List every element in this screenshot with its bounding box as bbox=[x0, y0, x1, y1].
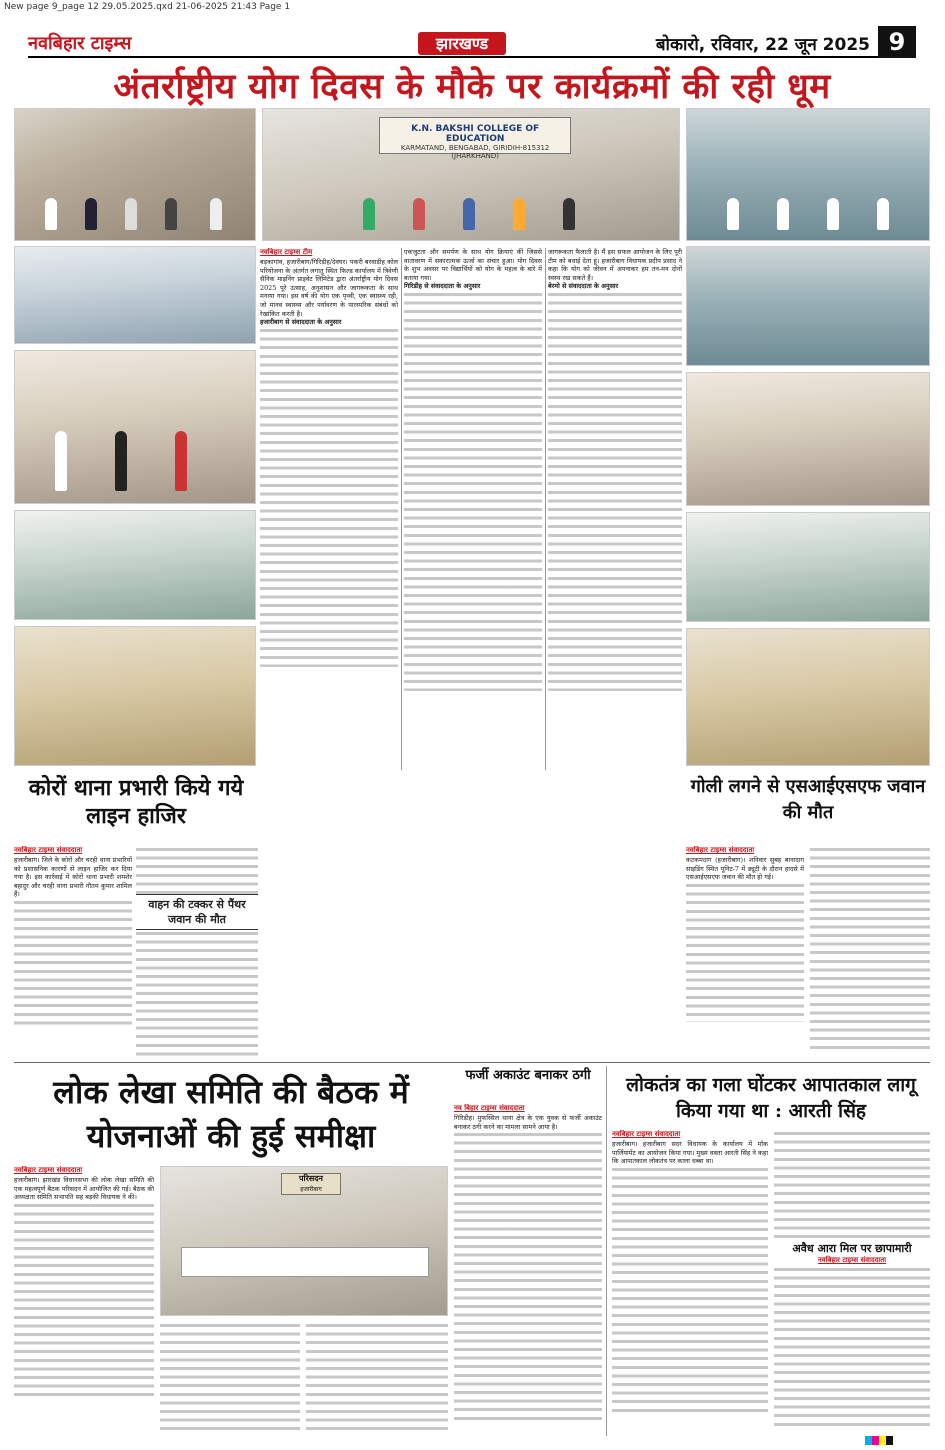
story-6-byline: नवबिहार टाइम्स संवाददाता bbox=[612, 1130, 681, 1138]
story-4-column-1 bbox=[14, 1166, 154, 1436]
story-6-lead: हजारीबाग। हजारीबाग सदर विधायक के कार्यालय में मॉक पार्लियामेंट का आयोजन किया गया। मुख्य वक्ता आरती सिंह ने कहा कि आपातकाल लोकतंत्र पर काला धब्बा था। bbox=[612, 1140, 768, 1166]
photo-yoga-auditorium bbox=[686, 372, 930, 506]
main-story-column-3 bbox=[548, 248, 682, 770]
story-6-sub-byline: नवबिहार टाइम्स संवाददाता bbox=[817, 1256, 887, 1264]
dateline: बोकारो, रविवार, 22 जून 2025 bbox=[655, 34, 870, 55]
newspaper-name: नवबिहार टाइम्स bbox=[28, 33, 132, 54]
story-2-headline: कोरों थाना प्रभारी किये गये लाइन हाजिर bbox=[28, 775, 244, 829]
color-swatch-black bbox=[886, 1436, 893, 1445]
story-6-subhead: अवैध आरा मिल पर छापामारी bbox=[792, 1242, 912, 1255]
section-label bbox=[308, 32, 616, 54]
story-2-lead: हजारीबाग। जिले के कोरों और चरही थाना प्रभारियों को प्रशासनिक कारणों से लाइन हाजिर कर दिया गया है। इस कार्रवाई में कोरों थाना प्रभारी शमशेर बहादुर और चरही थाना प्रभारी गौतम कुमार शामिल हैं। bbox=[14, 856, 132, 899]
photo-kn-bakshi-college bbox=[262, 108, 680, 241]
photo-yoga-mats-green bbox=[686, 512, 930, 622]
photo-yoga-mats-hall bbox=[14, 246, 256, 344]
main-byline: नवबिहार टाइम्स टीम bbox=[260, 248, 313, 256]
college-banner: K.N. BAKSHI COLLEGE OF EDUCATION KARMATAND, BENGABAD, GIRIDIH-815312 (JHARKHAND) bbox=[379, 117, 570, 154]
story-5-byline: नव बिहार टाइम्स संवाददाता bbox=[454, 1104, 525, 1112]
page-number: 9 bbox=[878, 26, 916, 58]
color-swatch-yellow bbox=[879, 1436, 886, 1445]
photo-committee-meeting bbox=[160, 1166, 448, 1316]
photo-yoga-indoor-hall bbox=[686, 108, 930, 241]
story-3-column-2 bbox=[810, 846, 930, 1056]
main-subhead-1: हजारीबाग से संवाददाता के अनुसार bbox=[260, 318, 342, 327]
main-text-2: एकजुटता और समर्पण के साथ योग क्रियाएं कीं जिससे वातावरण में सकारात्मक ऊर्जा का संचार हुआ। योग दिवस के शुभ अवसर पर विद्यार्थियों को योग के महत्व के बारे में बताया गया। bbox=[404, 248, 542, 282]
story-2-column-1 bbox=[14, 846, 132, 1056]
photo-yoga-students-field bbox=[686, 628, 930, 766]
photo-yoga-blue-hall bbox=[686, 246, 930, 366]
photo-team-group bbox=[14, 626, 256, 766]
story-3-byline: नवबिहार टाइम्स संवाददाता bbox=[686, 846, 755, 854]
main-story-column-1 bbox=[260, 248, 398, 770]
main-story-column-2 bbox=[404, 248, 542, 770]
main-headline: अंतर्राष्ट्रीय योग दिवस के मौके पर कार्यक्रमों की रही धूम bbox=[113, 66, 831, 107]
story-3-headline: गोली लगने से एसआईएसएफ जवान की मौत bbox=[690, 776, 926, 823]
color-swatch-cyan bbox=[865, 1436, 872, 1445]
story-5-headline: फर्जी अकाउंट बनाकर ठगी bbox=[465, 1068, 591, 1083]
color-swatch-magenta bbox=[872, 1436, 879, 1445]
print-slug: New page 9_page 12 29.05.2025.qxd 21-06-2025 21:43 Page 1 bbox=[4, 2, 291, 12]
parisadan-sign: परिसदन हजारीबाग bbox=[281, 1173, 341, 1195]
story-6-column-1 bbox=[612, 1130, 768, 1436]
story-3-lead: कटकमदाग (हजारीबाग)। शनिवार सुबह बानादाग साइडिंग स्थित यूनिट-7 में ड्यूटी के दौरान हादसे में एसआईएसएफ जवान की मौत हो गई। bbox=[686, 856, 804, 882]
story-4-headline: लोक लेखा समिति की बैठक में योजनाओं की हुई समीक्षा bbox=[53, 1073, 409, 1155]
main-text-3: जागरूकता फैलाती है। मैं इस सफल आयोजन के लिए पूरी टीम को बधाई देता हूं। हजारीबाग विधायक प्रदीप प्रसाद ने कहा कि योग को जीवन में अपनाकर हम तन-मन दोनों स्वस्थ रख सकते हैं। bbox=[548, 248, 682, 282]
main-subhead-3: बेरमो से संवाददाता के अनुसार bbox=[548, 282, 619, 291]
story-4-column-2 bbox=[160, 1322, 300, 1436]
story-4-column-3 bbox=[306, 1322, 448, 1436]
story-5-column bbox=[454, 1104, 602, 1436]
main-lead-text: बड़कागांव, हजारीबाग/गिरिडीह/देवघर। पकरी बरवाडीह कोल परियोजना के अंतर्गत लगातु स्थित फिल्ड कार्यालय में त्रिवेणी सैनिक माइनिंग प्राइवेट लिमिटेड द्वारा अंतर्राष्ट्रीय योग दिवस 2025 पूरे उत्साह, अनुशासन और जागरूकता के साथ मनाया गया। इस वर्ष की योग एक पृथ्वी, एक स्वास्थ्य रही, जो मानव स्वास्थ्य और पर्यावरण के पारस्परिक संबंधों को रेखांकित करती है। bbox=[260, 258, 398, 318]
story-2-byline: नवबिहार टाइम्स संवाददाता bbox=[14, 846, 83, 854]
main-subhead-2: गिरिडीह से संवाददाता के अनुसार bbox=[404, 282, 481, 291]
section-name: झारखण्ड bbox=[418, 32, 506, 55]
story-4-lead: हजारीबाग। झारखंड विधानसभा की लोक लेखा समिति की एक महत्वपूर्ण बैठक परिसदन में आयोजित की गई। बैठक की अध्यक्षता समिति सभापति सह बड़की विधायक ने की। bbox=[14, 1176, 154, 1202]
story-3-column-1 bbox=[686, 846, 804, 1056]
story-6-headline: लोकतंत्र का गला घोंटकर आपातकाल लागू किया गया था : आरती सिंह bbox=[626, 1074, 916, 1122]
story-5-lead: गिरिडीह। मुफस्सिल थाना क्षेत्र के एक युवक से फर्जी अकाउंट बनाकर ठगी करने का मामला सामने आया है। bbox=[454, 1114, 602, 1131]
photo-yoga-group-green bbox=[14, 510, 256, 620]
story-6-column-2 bbox=[774, 1130, 930, 1436]
story-2-column-2 bbox=[136, 846, 258, 1056]
print-color-bar bbox=[865, 1436, 893, 1445]
story-4-byline: नवबिहार टाइम्स संवाददाता bbox=[14, 1166, 83, 1174]
masthead bbox=[28, 30, 916, 58]
story-2-subhead: वाहन की टक्कर से पैंथर जवान की मौत bbox=[136, 894, 258, 930]
photo-officials-felicitation bbox=[14, 350, 256, 504]
photo-yoga-lamp-lighting bbox=[14, 108, 256, 241]
